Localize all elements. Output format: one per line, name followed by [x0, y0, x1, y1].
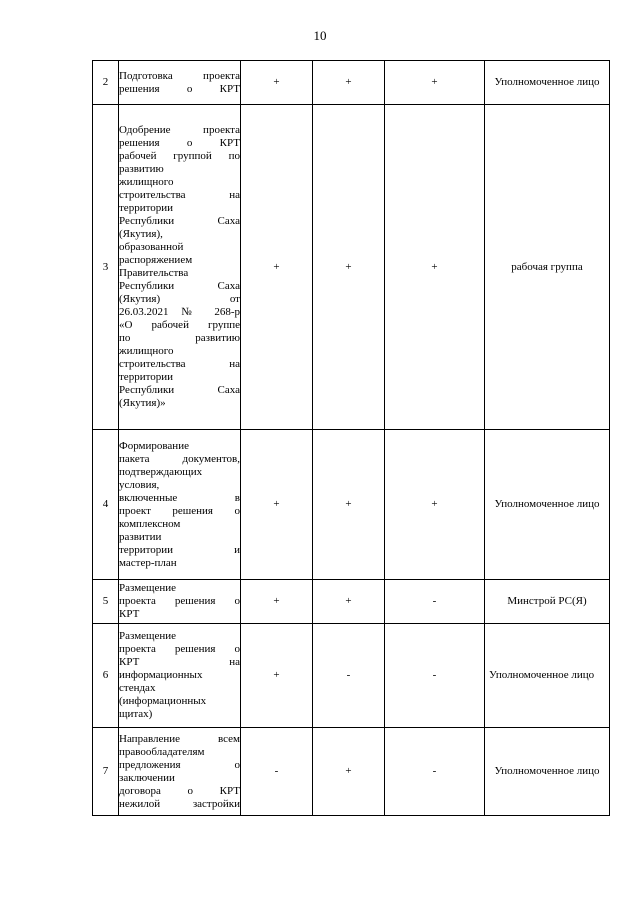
- description-line: Правительства: [119, 267, 189, 279]
- responsible-party: Уполномоченное лицо: [485, 61, 610, 105]
- description-line: развитии: [119, 530, 162, 543]
- stage-description: [119, 61, 241, 105]
- description-line: мастер-план: [119, 556, 177, 569]
- description-line: нежилой застройки: [119, 797, 240, 810]
- description-line: решения о КРТ: [119, 82, 240, 95]
- stage-mark-c2: +: [313, 728, 385, 816]
- description-line: информационных: [119, 669, 203, 681]
- description-line: условия,: [119, 478, 160, 491]
- description-line: проекта решения о: [119, 643, 240, 655]
- description-line: Размещение: [119, 582, 177, 594]
- row-number: 5: [93, 580, 119, 624]
- stage-description: [119, 105, 241, 430]
- stage-mark-c3: -: [385, 580, 485, 624]
- description-line: щитах): [119, 708, 153, 720]
- description-line: развитию: [119, 163, 164, 175]
- description-line: (Якутия) от: [119, 293, 240, 305]
- procedure-table: [92, 60, 610, 816]
- description-line: пакета документов,: [119, 452, 240, 465]
- description-line: включенные в: [119, 491, 240, 504]
- description-line: рабочей группой по: [119, 150, 240, 162]
- stage-mark-c3: -: [385, 728, 485, 816]
- responsible-party: Уполномоченное лицо: [485, 430, 610, 580]
- description-line: Республики Саха: [119, 280, 240, 292]
- page-number: 10: [313, 28, 327, 43]
- description-line: Направление всем: [119, 732, 240, 745]
- row-number: 7: [93, 728, 119, 816]
- stage-mark-c2: -: [313, 624, 385, 728]
- description-line: строительства на: [119, 358, 240, 370]
- responsible-party: рабочая группа: [485, 105, 610, 430]
- description-line: «О рабочей группе: [119, 319, 240, 331]
- stage-mark-c1: +: [241, 61, 313, 105]
- description-line: проект решения о: [119, 504, 240, 517]
- stage-description: [119, 624, 241, 728]
- responsible-party: Минстрой РС(Я): [485, 580, 610, 624]
- description-line: заключении: [119, 771, 175, 784]
- table-row: [93, 430, 610, 580]
- stage-description: [119, 728, 241, 816]
- description-line: (Якутия),: [119, 228, 163, 240]
- stage-mark-c2: +: [313, 61, 385, 105]
- description-line: Подготовка проекта: [119, 69, 240, 82]
- row-number: 6: [93, 624, 119, 728]
- description-line: 26.03.2021 № 268-р: [119, 306, 240, 318]
- table-row: [93, 624, 610, 728]
- stage-mark-c3: +: [385, 430, 485, 580]
- description-line: территории и: [119, 543, 240, 556]
- stage-mark-c3: +: [385, 61, 485, 105]
- row-number: 4: [93, 430, 119, 580]
- stage-mark-c1: +: [241, 430, 313, 580]
- table-row: [93, 105, 610, 430]
- description-line: Размещение: [119, 630, 177, 642]
- description-line: Республики Саха: [119, 215, 240, 227]
- description-line: КРТ на: [119, 656, 240, 668]
- description-line: подтверждающих: [119, 465, 203, 478]
- description-line: Формирование: [119, 439, 189, 452]
- row-number: 3: [93, 105, 119, 430]
- description-line: жилищного: [119, 176, 174, 188]
- stage-description: [119, 430, 241, 580]
- description-line: (Якутия)»: [119, 397, 166, 409]
- description-line: правообладателям: [119, 745, 205, 758]
- description-line: договора о КРТ: [119, 784, 240, 797]
- description-line: жилищного: [119, 345, 174, 357]
- stage-mark-c1: +: [241, 624, 313, 728]
- stage-mark-c1: +: [241, 580, 313, 624]
- description-line: по развитию: [119, 332, 240, 344]
- stage-mark-c1: +: [241, 105, 313, 430]
- description-line: территории: [119, 202, 174, 214]
- description-line: образованной: [119, 241, 184, 253]
- description-line: строительства на: [119, 189, 240, 201]
- description-line: проекта решения о: [119, 595, 240, 607]
- stage-description: [119, 580, 241, 624]
- responsible-party: Уполномоченное лицо: [485, 728, 610, 816]
- description-line: (информационных: [119, 695, 207, 707]
- table-row: [93, 61, 610, 105]
- row-number: 2: [93, 61, 119, 105]
- description-line: предложения о: [119, 758, 240, 771]
- description-line: стендах: [119, 682, 156, 694]
- description-line: территории: [119, 371, 174, 383]
- description-line: Одобрение проекта: [119, 124, 240, 136]
- table-row: [93, 728, 610, 816]
- stage-mark-c2: +: [313, 430, 385, 580]
- stage-mark-c1: -: [241, 728, 313, 816]
- description-line: комплексном: [119, 517, 181, 530]
- table-row: [93, 580, 610, 624]
- stage-mark-c2: +: [313, 580, 385, 624]
- description-line: решения о КРТ: [119, 137, 240, 149]
- description-line: Республики Саха: [119, 384, 240, 396]
- stage-mark-c3: +: [385, 105, 485, 430]
- stage-mark-c3: -: [385, 624, 485, 728]
- description-line: распоряжением: [119, 254, 193, 266]
- description-line: КРТ: [119, 608, 140, 620]
- responsible-party: Уполномоченное лицо: [485, 624, 610, 728]
- stage-mark-c2: +: [313, 105, 385, 430]
